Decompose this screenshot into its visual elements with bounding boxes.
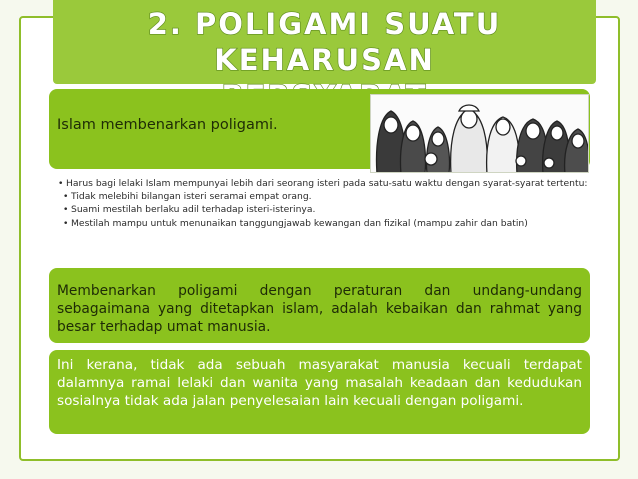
list-item-text: Harus bagi lelaki Islam mempunyai lebih dari seorang isteri pada satu-satu waktu dengan syarat-syarat tertentu: bbox=[66, 178, 588, 189]
header-box-text: Islam membenarkan poligami. bbox=[57, 117, 278, 133]
benefit-box: Membenarkan poligami dengan peraturan dan undang-undang sebagaimana yang ditetapkan islam, adalah kebaikan dan rahmat yang besar terhadap umat manusia. bbox=[49, 268, 590, 343]
bullet-icon: • bbox=[63, 191, 69, 203]
bullet-icon: • bbox=[63, 217, 69, 229]
list-item bbox=[58, 178, 588, 190]
bullet-icon: • bbox=[63, 204, 69, 216]
bullet-icon: • bbox=[58, 178, 64, 189]
conditions-list bbox=[58, 178, 588, 230]
list-item bbox=[58, 218, 588, 230]
list-item-text: Suami mestilah berlaku adil terhadap isteri-isterinya. bbox=[71, 204, 316, 216]
family-illustration-svg bbox=[371, 95, 589, 173]
list-item-text: Tidak melebihi bilangan isteri seramai empat orang. bbox=[71, 191, 312, 203]
list-item bbox=[58, 191, 588, 203]
title-line-1: 2. POLIGAMI SUATU KEHARUSAN bbox=[147, 7, 502, 77]
list-item-text: Mestilah mampu untuk menunaikan tanggungjawab kewangan dan fizikal (mampu zahir dan batin) bbox=[71, 217, 528, 229]
family-illustration-image bbox=[370, 94, 589, 173]
reason-box: Ini kerana, tidak ada sebuah masyarakat manusia kecuali terdapat dalamnya ramai lelaki dan wanita yang masalah keadaan dan kedudukan sosialnya tidak ada jalan penyelesaian lain kecuali dengan poligami. bbox=[49, 350, 590, 434]
list-item bbox=[58, 204, 588, 216]
